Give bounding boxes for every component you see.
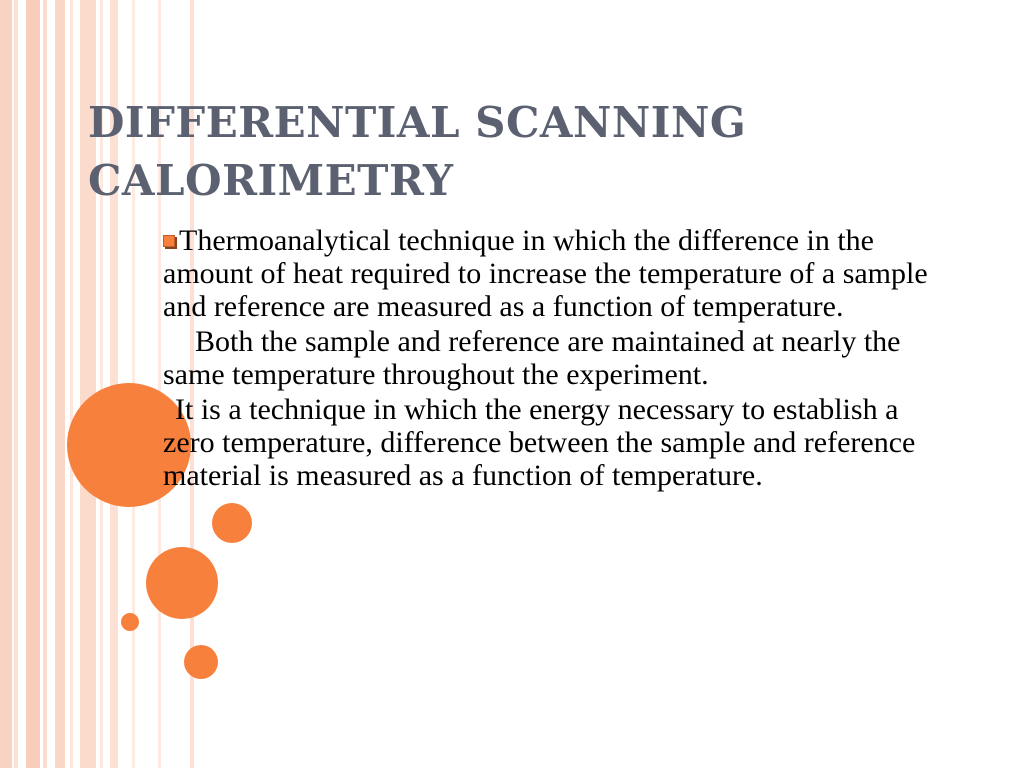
paragraph-text: Thermoanalytical technique in which the difference in the amount of heat required to increase the temperature of a sample and reference are measured as a function of temperature.: [163, 224, 928, 323]
paragraph-technique: [163, 393, 943, 492]
decor-stripe: [70, 0, 73, 768]
slide-body: [163, 224, 943, 494]
decor-circle-medium: [146, 547, 218, 619]
decor-circle-small: [121, 613, 139, 631]
decor-stripe: [26, 0, 40, 768]
decor-stripe: [43, 0, 47, 768]
decor-circle-small: [184, 645, 218, 679]
decor-stripe: [14, 0, 18, 768]
paragraph-text: Both the sample and reference are maintained at nearly the same temperature throughout the experiment.: [163, 325, 901, 391]
square-bullet-icon: [163, 235, 175, 247]
decor-stripe: [55, 0, 65, 768]
paragraph-sample-reference: [163, 325, 943, 391]
paragraph-definition: [163, 224, 943, 323]
ring-bullet-icon: [163, 406, 173, 416]
paragraph-text: It is a technique in which the energy necessary to establish a zero temperature, difference between the sample and reference material is measured as a function of temperature.: [163, 393, 916, 492]
decor-circle-ring: [212, 503, 252, 543]
slide-title: DIFFERENTIAL SCANNING CALORIMETRY: [88, 98, 747, 205]
decor-stripe: [0, 0, 12, 768]
